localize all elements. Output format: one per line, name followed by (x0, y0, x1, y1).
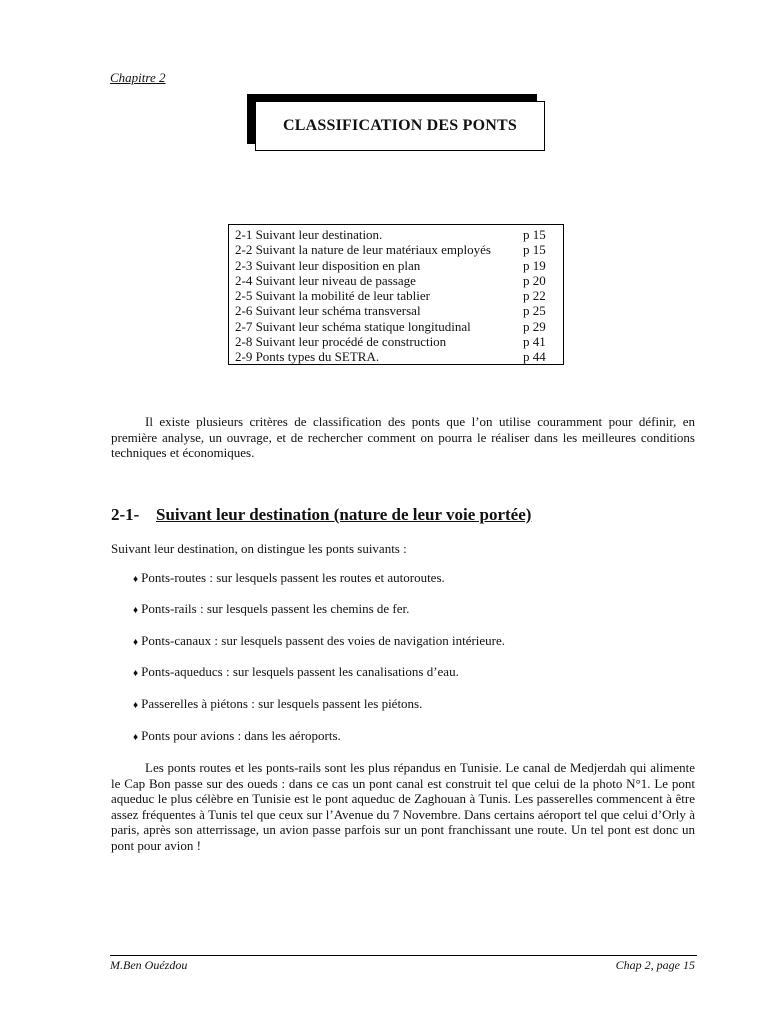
toc-label: 2-7 Suivant leur schéma statique longitudinal (235, 318, 471, 334)
lead-sentence: Suivant leur destination, on distingue les ponts suivants : (111, 541, 407, 556)
toc-row (235, 288, 557, 303)
toc-label: 2-1 Suivant leur destination. (235, 227, 383, 242)
list-item-text: Ponts-routes : sur lesquels passent les routes et autoroutes. (141, 570, 445, 585)
diamond-bullet-icon: ♦ (133, 605, 139, 616)
toc-page: p 29 (523, 318, 546, 334)
intro-paragraph: Il existe plusieurs critères de classification des ponts que l’on utilise couramment pour définir, en première analyse, un ouvrage, et de rechercher comment on pourra le réaliser dans les meilleures conditions techniques et économiques. (111, 414, 695, 460)
toc-label: 2-5 Suivant la mobilité de leur tablier (235, 288, 430, 304)
page-title: CLASSIFICATION DES PONTS (283, 117, 517, 134)
toc-row (235, 303, 557, 318)
list-item-text: Passerelles à piétons : sur lesquels passent les piétons. (141, 696, 423, 711)
toc-page: p 15 (523, 242, 546, 258)
table-of-contents (228, 224, 564, 365)
chapter-label: Chapitre 2 (110, 70, 166, 85)
list-item-text: Ponts-aqueducs : sur lesquels passent les canalisations d’eau. (141, 664, 459, 679)
toc-label: 2-6 Suivant leur schéma transversal (235, 303, 421, 319)
toc-row (235, 242, 557, 257)
toc-page: p 20 (523, 272, 546, 288)
list-item (133, 570, 445, 588)
footer-divider (110, 955, 697, 956)
diamond-bullet-icon: ♦ (133, 574, 139, 585)
list-item (133, 633, 505, 651)
list-item (133, 601, 409, 619)
toc-label: 2-8 Suivant leur procédé de construction (235, 334, 447, 350)
toc-page: p 44 (523, 349, 546, 365)
list-item (133, 696, 422, 714)
diamond-bullet-icon: ♦ (133, 732, 139, 743)
diamond-bullet-icon: ♦ (133, 637, 139, 648)
toc-row (235, 273, 557, 288)
section-title: Suivant leur destination (nature de leur voie portée) (156, 505, 532, 524)
toc-page: p 22 (523, 288, 546, 304)
list-item (133, 728, 341, 746)
section-heading (111, 505, 531, 525)
footer-page-ref: Chap 2, page 15 (615, 958, 695, 972)
toc-label: 2-4 Suivant leur niveau de passage (235, 272, 416, 288)
toc-row (235, 349, 557, 364)
toc-row (235, 334, 557, 349)
diamond-bullet-icon: ♦ (133, 700, 139, 711)
toc-page: p 15 (523, 227, 546, 242)
section-number: 2-1- (111, 505, 140, 524)
toc-label: 2-3 Suivant leur disposition en plan (235, 257, 421, 273)
list-item-text: Ponts-canaux : sur lesquels passent des voies de navigation intérieure. (141, 633, 506, 648)
list-item (133, 664, 459, 682)
diamond-bullet-icon: ♦ (133, 668, 139, 679)
toc-page: p 19 (523, 257, 546, 273)
toc-label: 2-9 Ponts types du SETRA. (235, 349, 380, 365)
toc-row (235, 227, 557, 242)
toc-label: 2-2 Suivant la nature de leur matériaux employés (235, 242, 491, 258)
toc-row (235, 319, 557, 334)
title-box (255, 101, 545, 151)
footer-author: M.Ben Ouézdou (110, 958, 188, 972)
list-item-text: Ponts-rails : sur lesquels passent les chemins de fer. (141, 601, 410, 616)
toc-row (235, 258, 557, 273)
toc-page: p 41 (523, 334, 546, 350)
list-item-text: Ponts pour avions : dans les aéroports. (141, 728, 341, 743)
closing-paragraph: Les ponts routes et les ponts-rails sont les plus répandus en Tunisie. Le canal de Medjerdah qui alimente le Cap Bon passe sur des oueds : dans ce cas un pont canal est construit tel que celui de la photo N°1. Le pont aqueduc le plus célèbre en Tunisie est le pont aqueduc de Zaghouan à Tunis. Les passerelles commencent à être assez fréquentes à Tunis tel que ceux sur l’Avenue du 7 Novembre. Dans certains aéroport tel que celui d’Orly à paris, après son atterrissage, un avion passe parfois sur un pont franchissant une route. Un tel pont est donc un pont pour avion ! (111, 760, 695, 853)
toc-page: p 25 (523, 303, 546, 319)
